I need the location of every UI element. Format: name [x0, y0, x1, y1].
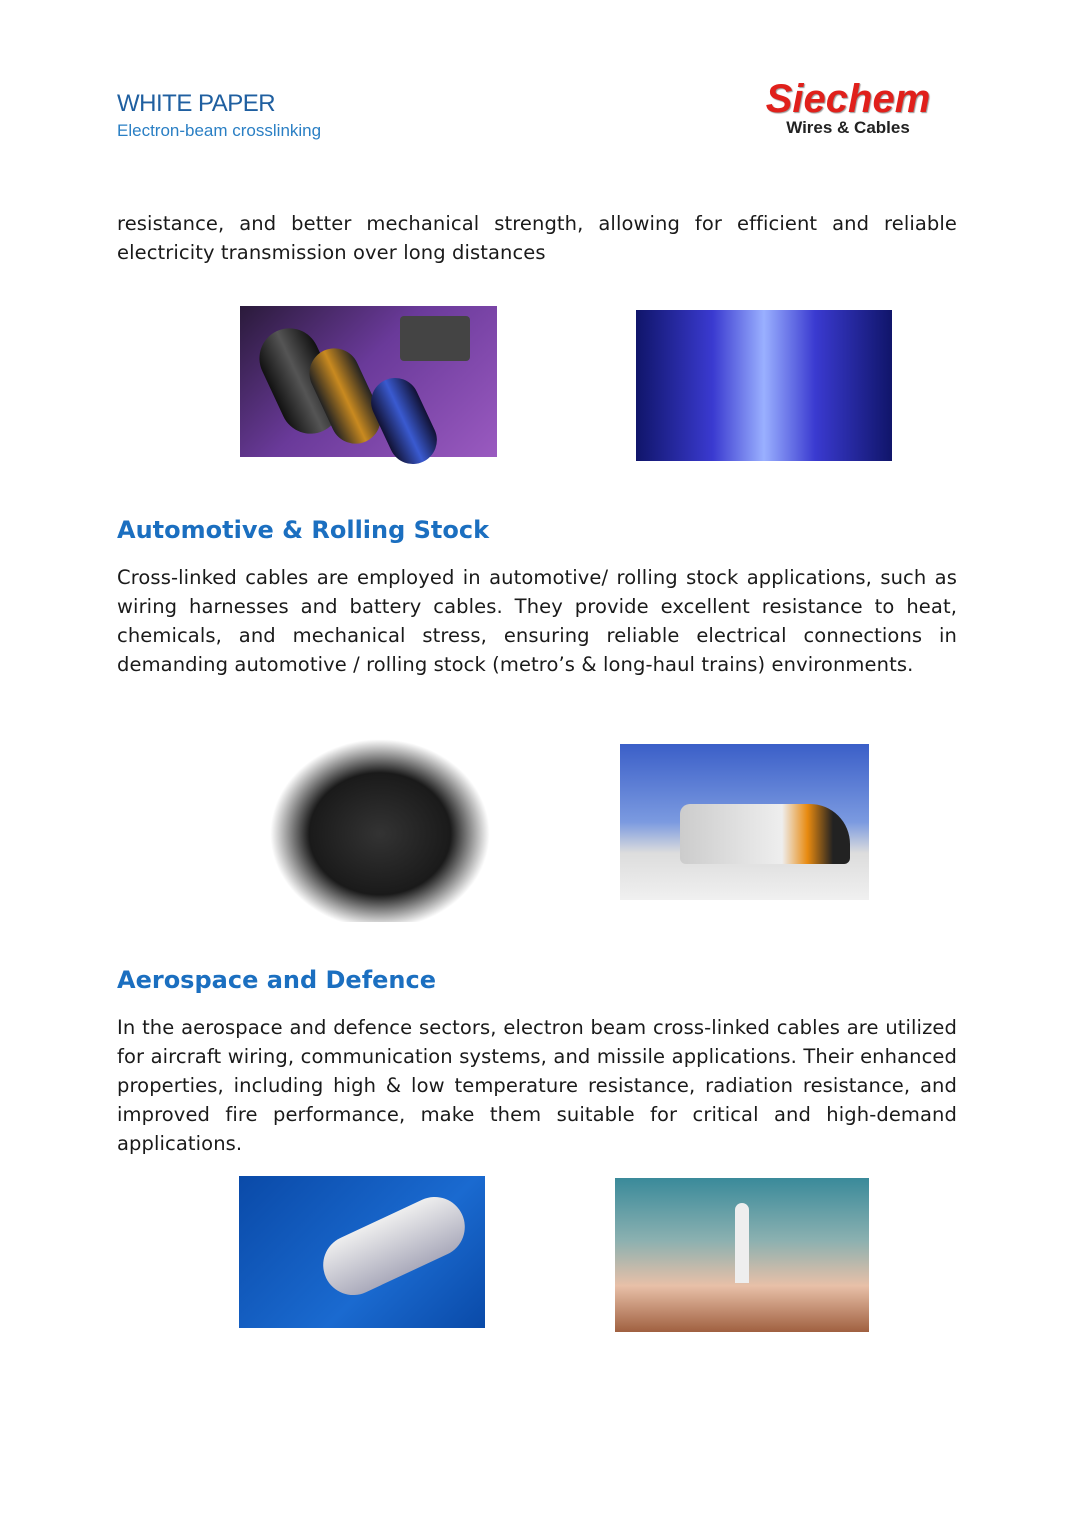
power-cables-image — [240, 306, 497, 457]
document-title: WHITE PAPER — [117, 90, 276, 117]
logo-tagline: Wires & Cables — [786, 118, 910, 137]
car-wiring-image — [255, 726, 505, 922]
section-heading-automotive: Automotive & Rolling Stock — [117, 516, 490, 544]
logo-brand: Siechem — [765, 77, 931, 121]
section-body-automotive: Cross-linked cables are employed in automotive/ rolling stock applications, such as wiring harnesses and battery cables. They provide excellent resistance to heat, chemicals, and mechanical stress, ensuring reliable electrical connections in demanding automotive / rolling stock (metro’s & long-haul trains) environments. — [117, 566, 957, 676]
section-body-aerospace: In the aerospace and defence sectors, electron beam cross-linked cables are utilized for aircraft wiring, communication systems, and missile applications. Their enhanced properties, including high & low temperature resistance, radiation resistance, and improved fire performance, make them suitable for critical and high-demand applications. — [117, 1016, 957, 1155]
document-subtitle: Electron-beam crosslinking — [117, 121, 322, 140]
intro-paragraph: resistance, and better mechanical strength, allowing for efficient and reliable electricity transmission over long distances — [117, 212, 957, 264]
siechem-logo — [748, 78, 948, 138]
section-heading-aerospace: Aerospace and Defence — [117, 966, 437, 994]
rocket-launch-image — [615, 1178, 869, 1332]
metro-train-image — [620, 744, 869, 900]
aircraft-wiring-image — [239, 1176, 485, 1328]
data-center-image — [636, 310, 892, 461]
